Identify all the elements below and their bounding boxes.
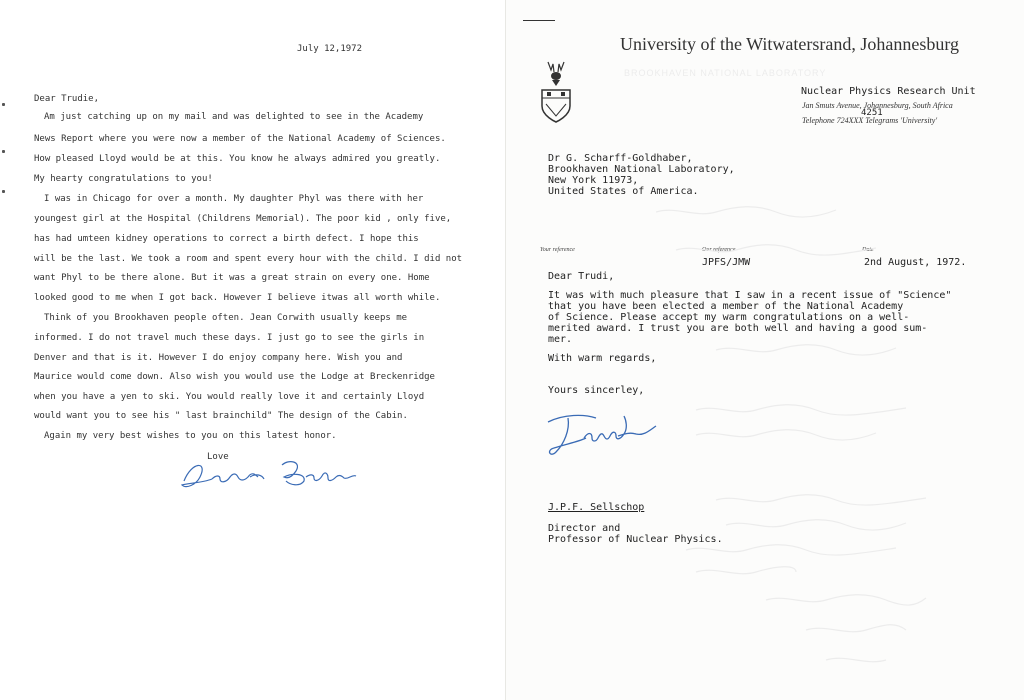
telephone-extension: 4251 [861,108,883,118]
letter-sellschop [505,0,1024,700]
page-mark [523,20,555,21]
letter-line: has had umteen kidney operations to correct a birth defect. I hope this [34,234,419,244]
letter-line: I was in Chicago for over a month. My daughter Phyl was there with her [44,194,424,204]
bleed-through-handwriting [656,200,996,680]
punch-hole [2,150,5,153]
letter-line: when you have a yen to ski. You would really love it and certainly Lloyd [34,392,425,402]
letter-line: Maurice would come down. Also wish you would use the Lodge at Breckenridge [34,372,435,382]
recipient-line: Brookhaven National Laboratory, [548,164,735,175]
closing-love: Love [207,452,229,462]
letter-line: want Phyl to be there alone. But it was a great strain on every one. Home [34,273,430,283]
address: Jan Smuts Avenue, Johannesburg, South Africa [802,101,953,110]
letter-line: How pleased Lloyd would be at this. You know he always admired you greatly. [34,154,441,164]
bleed-through-letterhead: BROOKHAVEN NATIONAL LABORATORY [624,68,827,78]
recipient-line: Dr G. Scharff-Goldhaber, [548,153,693,164]
letter-line: My hearty congratulations to you! [34,174,213,184]
letter-line: Think of you Brookhaven people often. Jean Corwith usually keeps me [44,313,408,323]
recipient-line: United States of America. [548,186,699,197]
our-reference: JPFS/JMW [702,257,751,268]
date-label: Date [862,247,874,253]
letter-line: News Report where you were now a member of the National Academy of Sciences. [34,134,446,144]
university-crest-icon [536,60,576,126]
signer-title-line: Professor of Nuclear Physics. [548,534,723,545]
recipient-line: New York 11973, [548,175,639,186]
letter-line: Denver and that is it. However I do enjoy company here. Wish you and [34,353,403,363]
letter-date: 2nd August, 1972. [864,257,967,268]
body-line: mer. [548,334,573,345]
telephone-line: Telephone 724XXX Telegrams 'University' [802,116,938,125]
body-line: that you have been elected a member of the National Academy [548,301,904,312]
letter-line: looked good to me when I got back. However I believe itwas all worth while. [34,293,441,303]
letter-line: would want you to see his " last brainchild" The design of the Cabin. [34,411,408,421]
letter-berkner [0,0,505,700]
your-reference-label: Your reference [540,247,575,253]
body-line: merited award. I trust you are both well and having a good sum- [548,323,928,334]
punch-hole [2,103,5,106]
university-name: University of the Witwatersrand, Johannesburg [620,34,960,54]
body-line: It was with much pleasure that I saw in a recent issue of "Science" [548,290,952,301]
greeting: Dear Trudie, [34,94,100,104]
letter-line: Again my very best wishes to you on this latest honor. [44,431,337,441]
letter-line: Am just catching up on my mail and was delighted to see in the Academy [44,112,424,122]
salutation: Dear Trudi, [548,271,615,282]
signature-berkner [178,455,378,495]
signer-name: J.P.F. Sellschop [548,502,645,513]
letter-line: youngest girl at the Hospital (Childrens Memorial). The poor kid , only five, [34,214,452,224]
letter-date: July 12,1972 [297,44,363,54]
letter-line: informed. I do not travel much these days. I just go to see the girls in [34,333,425,343]
body-line: of Science. Please accept my warm congratulations on a well- [548,312,910,323]
regards: With warm regards, [548,353,657,364]
closing: Yours sincerley, [548,385,645,396]
letter-line: will be the last. We took a room and spent every hour with the child. I did not [34,254,463,264]
signer-title-line: Director and [548,523,621,534]
punch-hole [2,190,5,193]
our-reference-label: Our reference [702,247,736,253]
research-unit: Nuclear Physics Research Unit [801,86,976,97]
